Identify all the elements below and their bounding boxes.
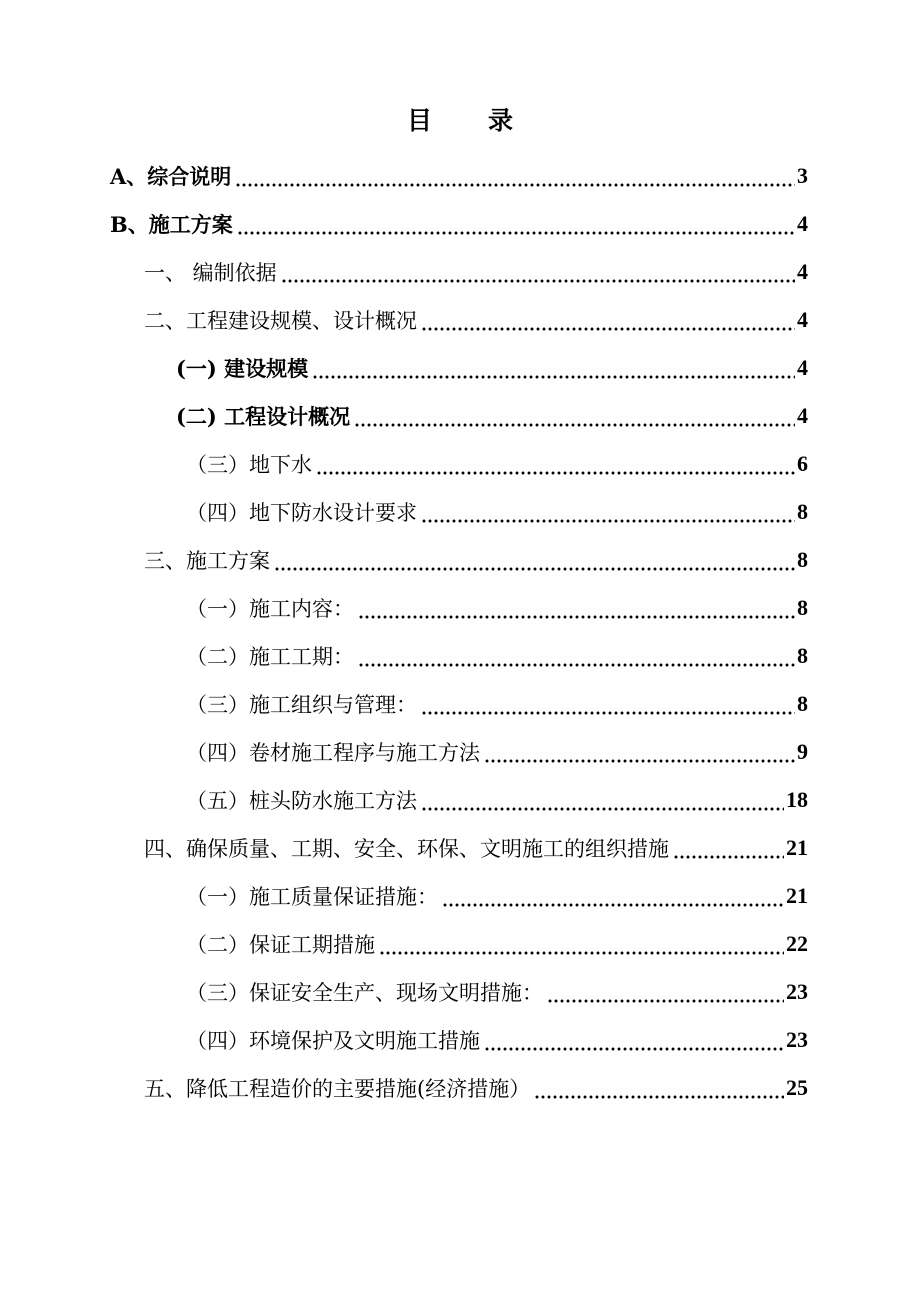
toc-entry[interactable] (0, 728, 920, 776)
toc-entry[interactable] (0, 872, 920, 920)
toc-entry-label: A、综合说明 (110, 164, 232, 189)
dot-leader (235, 165, 795, 189)
toc-entry-page: 8 (797, 595, 808, 620)
toc-entry-label: （一）施工内容： (186, 597, 354, 621)
toc-entry-page: 9 (797, 739, 808, 764)
toc-title-left: 目 (406, 106, 432, 135)
toc-entry[interactable] (0, 152, 920, 200)
dot-leader (421, 693, 795, 717)
toc-entry-page: 23 (786, 979, 808, 1004)
toc-entry[interactable] (0, 1016, 920, 1064)
toc-entry[interactable] (0, 296, 920, 344)
toc-entry[interactable] (0, 632, 920, 680)
toc-entry-label: 一、 编制依据 (144, 261, 277, 285)
toc-entry[interactable] (0, 920, 920, 968)
toc-entry-label: （四）卷材施工程序与施工方法 (186, 741, 480, 765)
toc-entry-page: 21 (786, 883, 808, 908)
toc-title-right: 录 (488, 106, 514, 135)
dot-leader (354, 405, 795, 429)
dot-leader (358, 597, 795, 621)
toc-entry-page: 8 (797, 643, 808, 668)
toc-entry-label: B、施工方案 (110, 212, 233, 237)
toc-entry-label: 五、降低工程造价的主要措施(经济措施） (144, 1077, 531, 1101)
toc-entry-label: 三、施工方案 (144, 549, 270, 573)
toc-entry-label: （二）保证工期措施 (186, 933, 375, 957)
toc-entry-label: （二）施工工期： (186, 645, 354, 669)
toc-entry-page: 6 (797, 451, 808, 476)
toc-entry[interactable] (0, 200, 920, 248)
dot-leader (237, 213, 795, 237)
toc-entry-label: (二) 工程设计概况 (176, 404, 351, 429)
toc-entry-page: 25 (786, 1075, 808, 1100)
toc-entry-label: （四）地下防水设计要求 (186, 501, 417, 525)
dot-leader (421, 789, 784, 813)
toc-entry-page: 18 (786, 787, 808, 812)
toc-entry-label: (一) 建设规模 (176, 356, 309, 381)
toc-entry-label: （三）地下水 (186, 453, 312, 477)
dot-leader (547, 981, 784, 1005)
toc-entry-page: 4 (797, 307, 808, 332)
toc-entry-label: （四）环境保护及文明施工措施 (186, 1029, 480, 1053)
toc-entry-label: （五）桩头防水施工方法 (186, 789, 417, 813)
dot-leader (484, 741, 795, 765)
toc-entry[interactable] (0, 344, 920, 392)
toc-entry-page: 4 (797, 355, 808, 380)
toc-entry-page: 22 (786, 931, 808, 956)
toc-entry-label: 二、工程建设规模、设计概况 (144, 309, 417, 333)
toc-entry-label: （三）保证安全生产、现场文明措施： (186, 981, 543, 1005)
toc-list (0, 152, 920, 1112)
dot-leader (673, 837, 784, 861)
toc-entry-page: 4 (797, 259, 808, 284)
dot-leader (281, 261, 795, 285)
toc-entry[interactable] (0, 392, 920, 440)
toc-entry-page: 4 (797, 211, 808, 236)
dot-leader (484, 1029, 784, 1053)
toc-entry-page: 21 (786, 835, 808, 860)
toc-entry-page: 4 (797, 403, 808, 428)
dot-leader (274, 549, 795, 573)
toc-entry[interactable] (0, 776, 920, 824)
dot-leader (534, 1077, 784, 1101)
dot-leader (442, 885, 784, 909)
toc-entry-page: 8 (797, 691, 808, 716)
dot-leader (379, 933, 784, 957)
toc-entry[interactable] (0, 584, 920, 632)
toc-entry-label: 四、确保质量、工期、安全、环保、文明施工的组织措施 (144, 837, 669, 861)
toc-entry-page: 8 (797, 547, 808, 572)
dot-leader (358, 645, 795, 669)
dot-leader (316, 453, 795, 477)
toc-entry[interactable] (0, 248, 920, 296)
toc-entry[interactable] (0, 440, 920, 488)
dot-leader (421, 501, 795, 525)
toc-entry[interactable] (0, 488, 920, 536)
toc-entry-page: 8 (797, 499, 808, 524)
toc-title (0, 104, 920, 138)
toc-entry[interactable] (0, 824, 920, 872)
toc-entry[interactable] (0, 1064, 920, 1112)
toc-entry-label: （一）施工质量保证措施： (186, 885, 438, 909)
toc-entry-page: 23 (786, 1027, 808, 1052)
dot-leader (421, 309, 795, 333)
toc-entry-label: （三）施工组织与管理： (186, 693, 417, 717)
toc-entry[interactable] (0, 536, 920, 584)
toc-entry-page: 3 (797, 163, 808, 188)
toc-entry[interactable] (0, 680, 920, 728)
dot-leader (312, 357, 795, 381)
toc-entry[interactable] (0, 968, 920, 1016)
